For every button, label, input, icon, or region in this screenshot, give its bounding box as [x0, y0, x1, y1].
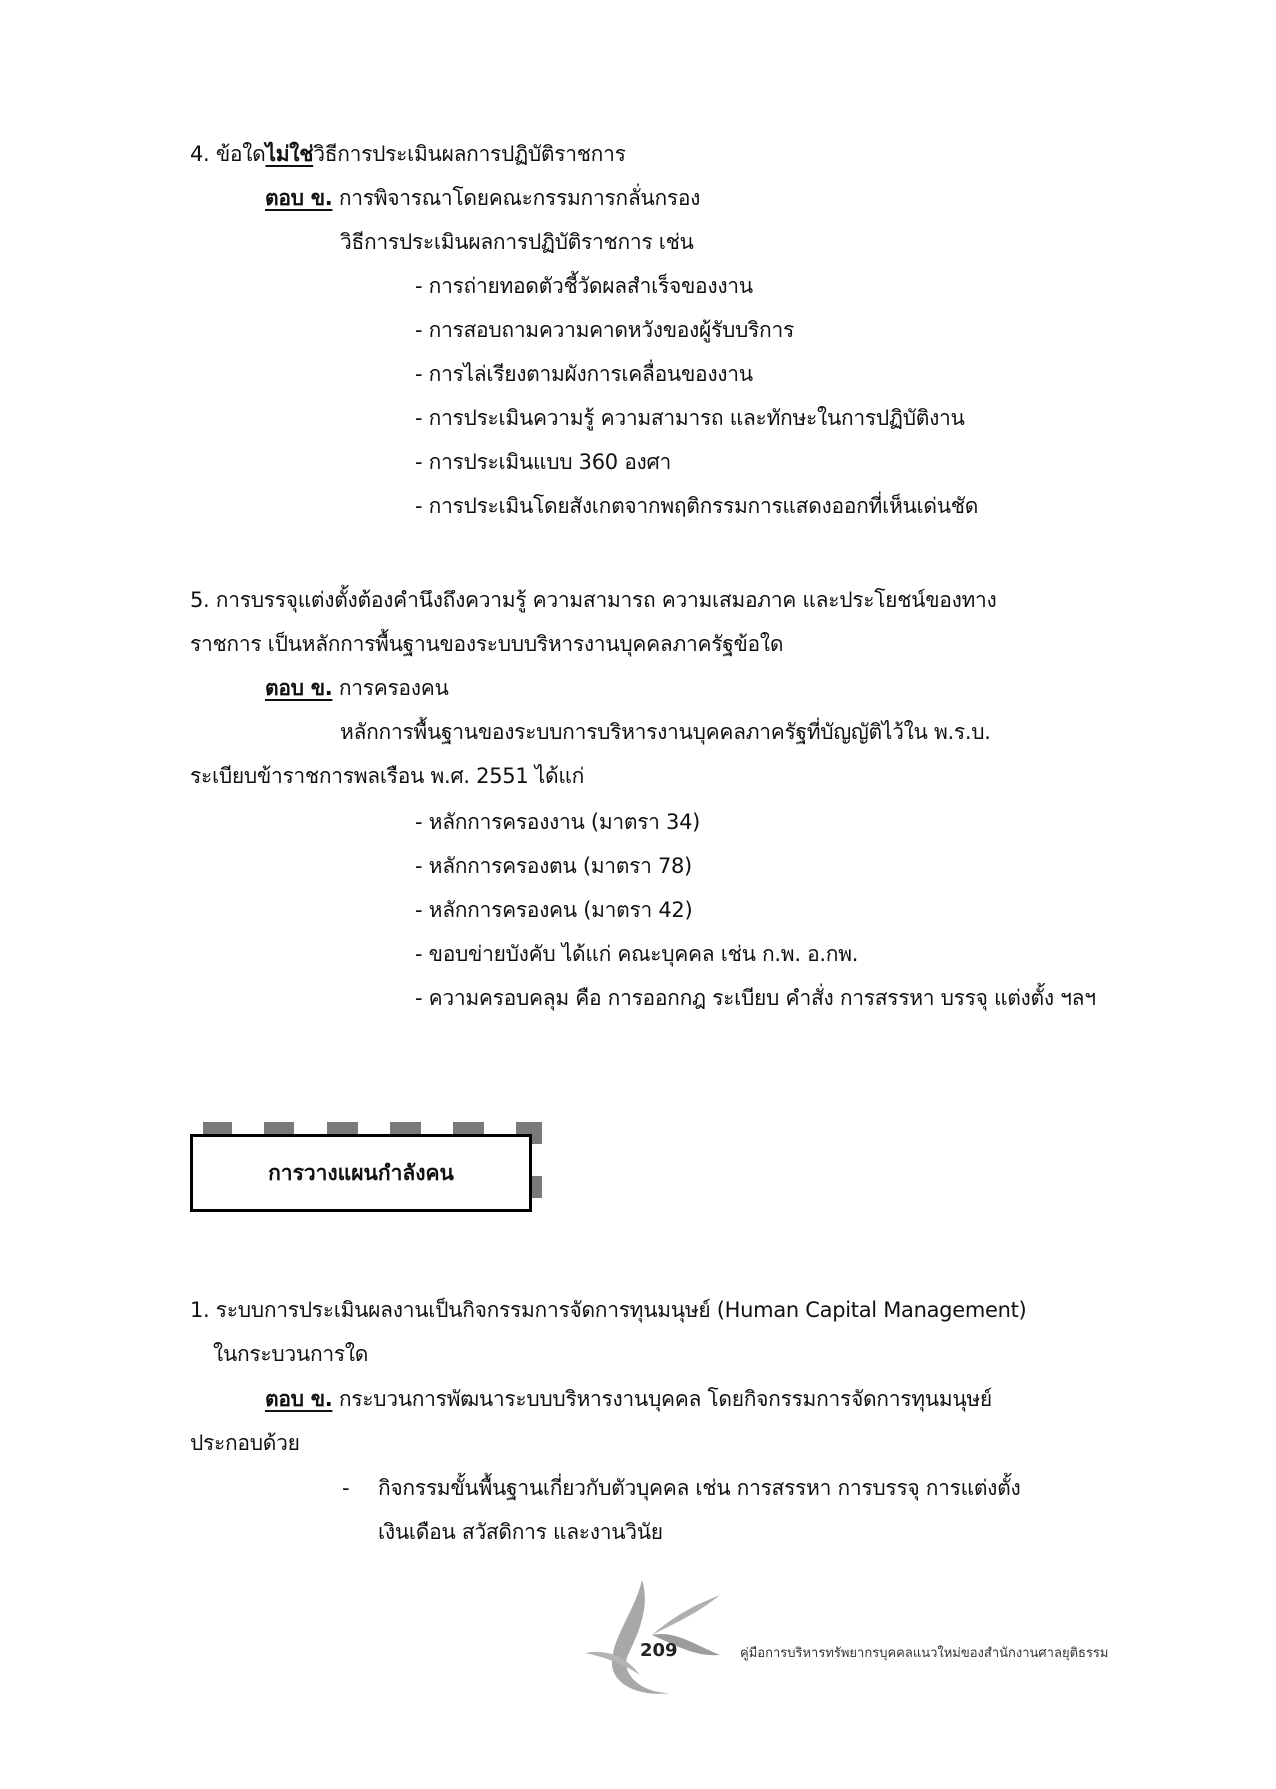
q4-emphasis: ไม่ใช่: [265, 142, 314, 166]
section-title-box: [190, 1134, 532, 1212]
list-item: - หลักการครองตน (มาตรา 78): [415, 854, 692, 878]
q4-answer-text: การพิจารณาโดยคณะกรรมการกลั่นกรอง: [332, 186, 701, 210]
q4-prefix: ข้อใด: [215, 142, 266, 166]
shadow-dash: [390, 1122, 421, 1134]
list-item: - การประเมินแบบ 360 องศา: [415, 450, 672, 474]
q5-answer-label: ตอบ ข.: [265, 676, 333, 700]
q4-number: 4.: [190, 142, 210, 166]
q4-suffix: วิธีการประเมินผลการปฏิบัติราชการ: [313, 142, 626, 166]
q1-answer-line2: ประกอบด้วย: [190, 1431, 300, 1455]
shadow-dash: [264, 1122, 294, 1134]
list-item: - การถ่ายทอดตัวชี้วัดผลสำเร็จของงาน: [415, 274, 753, 298]
q4-question: [190, 139, 626, 169]
q1-question-line2: ในกระบวนการใด: [213, 1342, 369, 1366]
shadow-dash: [327, 1122, 358, 1134]
q1-answer: [265, 1384, 992, 1414]
section-title: การวางแผนกำลังคน: [268, 1161, 454, 1185]
q1-question-line1: 1. ระบบการประเมินผลงานเป็นกิจกรรมการจัดการทุนมนุษย์ (Human Capital Management): [190, 1298, 1027, 1322]
q4-explanation-intro: วิธีการประเมินผลการปฏิบัติราชการ เช่น: [340, 230, 694, 254]
q4-answer-label: ตอบ ข.: [265, 186, 333, 210]
q5-question-line2: ราชการ เป็นหลักการพื้นฐานของระบบบริหารงานบุคคลภาครัฐข้อใด: [190, 632, 784, 656]
q1-item-line2: เงินเดือน สวัสดิการ และงานวินัย: [378, 1520, 663, 1544]
q1-bullet: -: [342, 1476, 350, 1500]
q5-answer: [265, 673, 449, 703]
q1-answer-label: ตอบ ข.: [265, 1387, 333, 1411]
q5-explanation-line2: ระเบียบข้าราชการพลเรือน พ.ศ. 2551 ได้แก่: [190, 764, 585, 788]
list-item: - การประเมินโดยสังเกตจากพฤติกรรมการแสดงออกที่เห็นเด่นชัด: [415, 494, 979, 518]
list-item: - ขอบข่ายบังคับ ได้แก่ คณะบุคคล เช่น ก.พ. อ.กพ.: [415, 942, 859, 966]
list-item: - การประเมินความรู้ ความสามารถ และทักษะในการปฏิบัติงาน: [415, 406, 965, 430]
list-item: - การสอบถามความคาดหวังของผู้รับบริการ: [415, 318, 794, 342]
list-item: - หลักการครองคน (มาตรา 42): [415, 898, 693, 922]
q4-answer: [265, 183, 700, 213]
q5-question-line1: 5. การบรรจุแต่งตั้งต้องคำนึงถึงความรู้ ความสามารถ ความเสมอภาค และประโยชน์ของทาง: [190, 588, 997, 612]
shadow-dash: [203, 1122, 232, 1134]
q5-answer-text: การครองคน: [332, 676, 449, 700]
q1-answer-text: กระบวนการพัฒนาระบบบริหารงานบุคคล โดยกิจกรรมการจัดการทุนมนุษย์: [332, 1387, 992, 1411]
page-number: 209: [640, 1640, 678, 1661]
book-title: คู่มือการบริหารทรัพยากรบุคคลแนวใหม่ของสำนักงานศาลยุติธรรม: [740, 1646, 1109, 1661]
list-item: - ความครอบคลุม คือ การออกกฎ ระเบียบ คำสั่ง การสรรหา บรรจุ แต่งตั้ง ฯลฯ: [415, 986, 1096, 1010]
q5-explanation-line1: หลักการพื้นฐานของระบบการบริหารงานบุคคลภาครัฐที่บัญญัติไว้ใน พ.ร.บ.: [340, 720, 991, 744]
list-item: - หลักการครองงาน (มาตรา 34): [415, 810, 701, 834]
shadow-dash: [453, 1122, 484, 1134]
q1-item-line1: กิจกรรมขั้นพื้นฐานเกี่ยวกับตัวบุคคล เช่น การสรรหา การบรรจุ การแต่งตั้ง: [378, 1476, 1021, 1500]
list-item: - การไล่เรียงตามผังการเคลื่อนของงาน: [415, 362, 753, 386]
swoosh-logo-icon: [580, 1575, 730, 1700]
